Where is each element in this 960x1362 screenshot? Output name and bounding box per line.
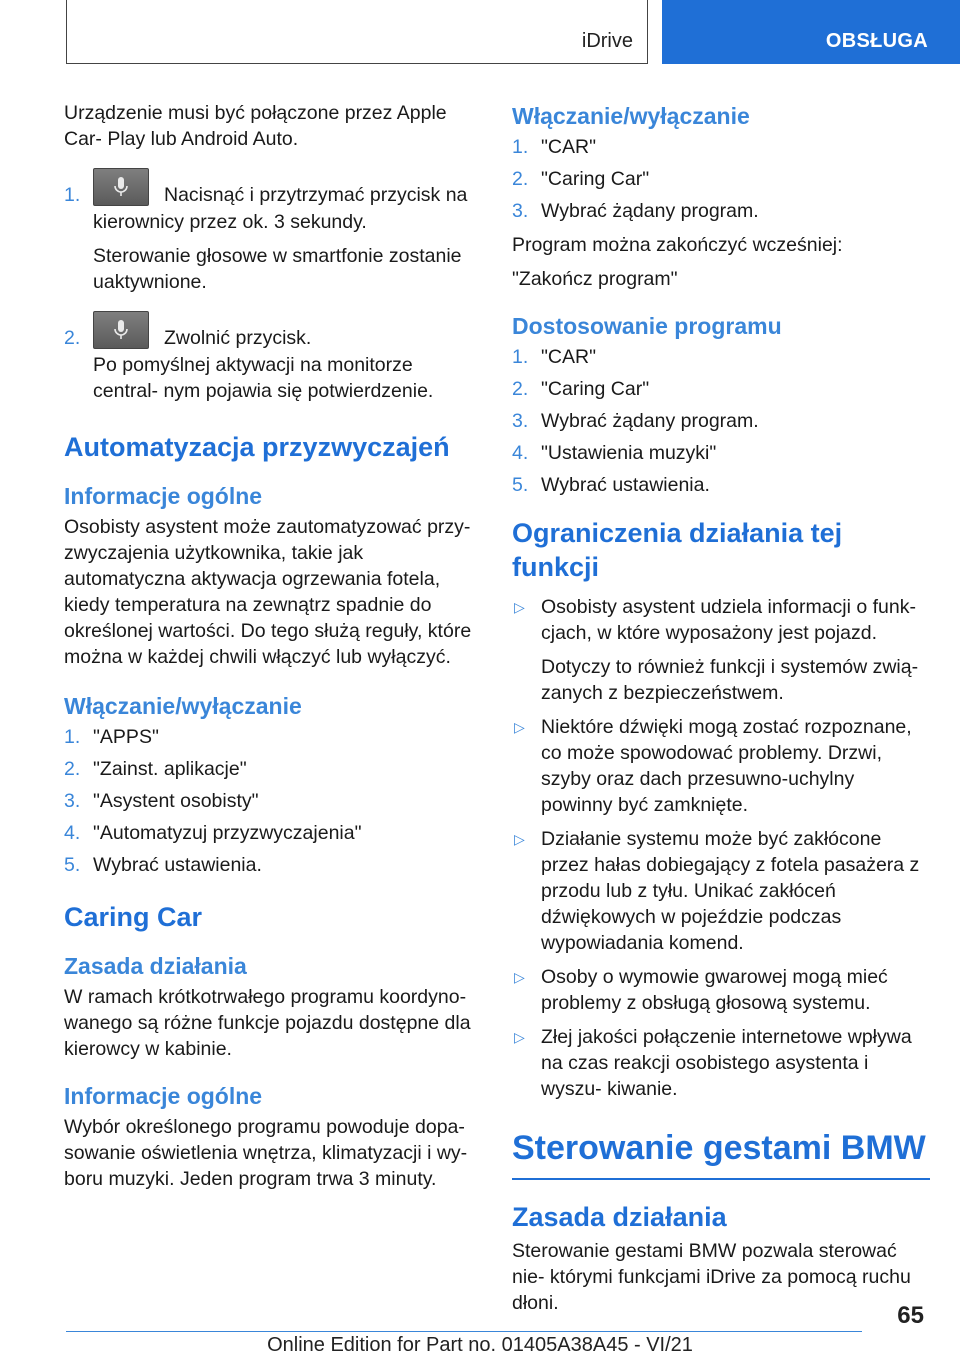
general-info-text: Wybór określonego programu powoduje dopa‐ sowanie oświetlenia wnętrza, klimatyzacji i wy‐ boru muzyki. Jeden program trwa 3 minuty. — [64, 1116, 468, 1190]
header-box — [66, 0, 648, 64]
heading-adjust-program: Dostosowanie programu — [512, 313, 782, 339]
voice-step-2 — [64, 311, 480, 404]
page-number: 65 — [897, 1302, 924, 1329]
list-item: ▷ Niektóre dźwięki mogą zostać rozpoznane, co może spowodować problemy. Drzwi, szyby oraz dach przesuwno-uchylny powinny być zamknięte. — [514, 716, 912, 816]
list-item: 3. Wybrać żądany program. — [512, 200, 759, 222]
heading-automation: Automatyzacja przyzwyczajeń — [64, 432, 450, 462]
triangle-bullet-icon: ▷ — [514, 969, 525, 985]
list-item: 2. "Caring Car" — [512, 378, 650, 400]
list-item: 5. Wybrać ustawienia. — [64, 854, 262, 876]
step-text: Zwolnić przycisk. — [164, 327, 312, 349]
end-program-command: "Zakończ program" — [512, 268, 678, 290]
footer-edition: Online Edition for Part no. 01405A38A45 - VI/21 — [267, 1334, 693, 1356]
heading-caring-car: Caring Car — [64, 902, 203, 932]
voice-step-1 — [64, 168, 480, 295]
list-item: 4. "Automatyzuj przyzwyczajenia" — [64, 822, 362, 844]
list-item: 5. Wybrać ustawienia. — [512, 474, 710, 496]
triangle-bullet-icon: ▷ — [514, 599, 525, 615]
step-number: 2. — [64, 327, 81, 349]
intro-text: Urządzenie musi być połączone przez Apple Car‐ Play lub Android Auto. — [64, 102, 447, 150]
step-text: kierownicy przez ok. 3 sekundy. — [93, 211, 367, 233]
list-item: ▷ Złej jakości połączenie internetowe wpływa na czas reakcji osobistego asystenta i wyszu‐ kiwanie. — [514, 1026, 912, 1100]
heading-on-off: Włączanie/wyłączanie — [512, 103, 750, 129]
heading-principle: Zasada działania — [64, 953, 247, 979]
list-item: ▷ Działanie systemu może być zakłócone przez hałas dobiegający z fotela pasażera z przodu lub z tyłu. Unikać zakłóceń dźwiękowych w pojeździe podczas wypowiadania komend. — [514, 828, 920, 954]
list-item: 1. "CAR" — [512, 136, 597, 158]
header-section: iDrive — [581, 30, 633, 52]
right-column — [512, 100, 930, 1324]
list-item: 1. "CAR" — [512, 346, 597, 368]
triangle-bullet-icon: ▷ — [514, 719, 525, 735]
step-note: Po pomyślnej aktywacji na monitorze central‐ nym pojawia się potwierdzenie. — [93, 354, 434, 402]
list-item: 3. "Asystent osobisty" — [64, 790, 259, 812]
list-item: 2. "Zainst. aplikacje" — [64, 758, 247, 780]
end-program-text: Program można zakończyć wcześniej: — [512, 234, 843, 256]
principle-text: W ramach krótkotrwałego programu koordyno‐ wanego są różne funkcje pojazdu dostępne dla kierowcy w kabinie. — [64, 986, 471, 1060]
step-note: Sterowanie głosowe w smartfonie zostanie uaktywnione. — [93, 245, 462, 293]
list-item: 4. "Ustawienia muzyki" — [512, 442, 717, 464]
heading-principle: Zasada działania — [512, 1202, 727, 1232]
general-info-text: Osobisty asystent może zautomatyzować przy‐ zwyczajenia użytkownika, takie jak automatyczna aktywacja ogrzewania fotela, kiedy temperatura na zewnątrz spadnie do określonej wartości. Do tego służą reguły, które można w każdej chwili włączyć lub wyłączyć. — [64, 516, 472, 668]
heading-limitations: Ograniczenia działania tej funkcji — [512, 518, 843, 582]
heading-on-off: Włączanie/wyłączanie — [64, 693, 302, 719]
heading-gesture-control: Sterowanie gestami BMW — [512, 1128, 930, 1180]
principle-text: Sterowanie gestami BMW pozwala sterować nie‐ którymi funkcjami iDrive za pomocą ruchu dłoni. — [512, 1240, 911, 1314]
triangle-bullet-icon: ▷ — [514, 1029, 525, 1045]
list-item: 3. Wybrać żądany program. — [512, 410, 759, 432]
microphone-button-icon — [93, 168, 149, 206]
header-tab-label: OBSŁUGA — [825, 30, 928, 52]
microphone-button-icon — [93, 311, 149, 349]
left-column — [64, 100, 480, 1200]
list-item: 2. "Caring Car" — [512, 168, 650, 190]
list-item: ▷ Osoby o wymowie gwarowej mogą mieć problemy z obsługą głosową systemu. — [514, 966, 888, 1014]
heading-general-info: Informacje ogólne — [64, 1083, 263, 1109]
list-item: 1. "APPS" — [64, 726, 159, 748]
step-text: Nacisnąć i przytrzymać przycisk na — [164, 184, 468, 206]
header-tab — [662, 0, 960, 64]
footer-rule — [66, 1331, 862, 1332]
heading-general-info: Informacje ogólne — [64, 483, 263, 509]
step-number: 1. — [64, 184, 81, 206]
list-item: ▷ Osobisty asystent udziela informacji o funk‐ cjach, w które wyposażony jest pojazd. Dotyczy to również funkcji i systemów zwią‐ zanych z bezpieczeństwem. — [514, 596, 919, 704]
triangle-bullet-icon: ▷ — [514, 831, 525, 847]
